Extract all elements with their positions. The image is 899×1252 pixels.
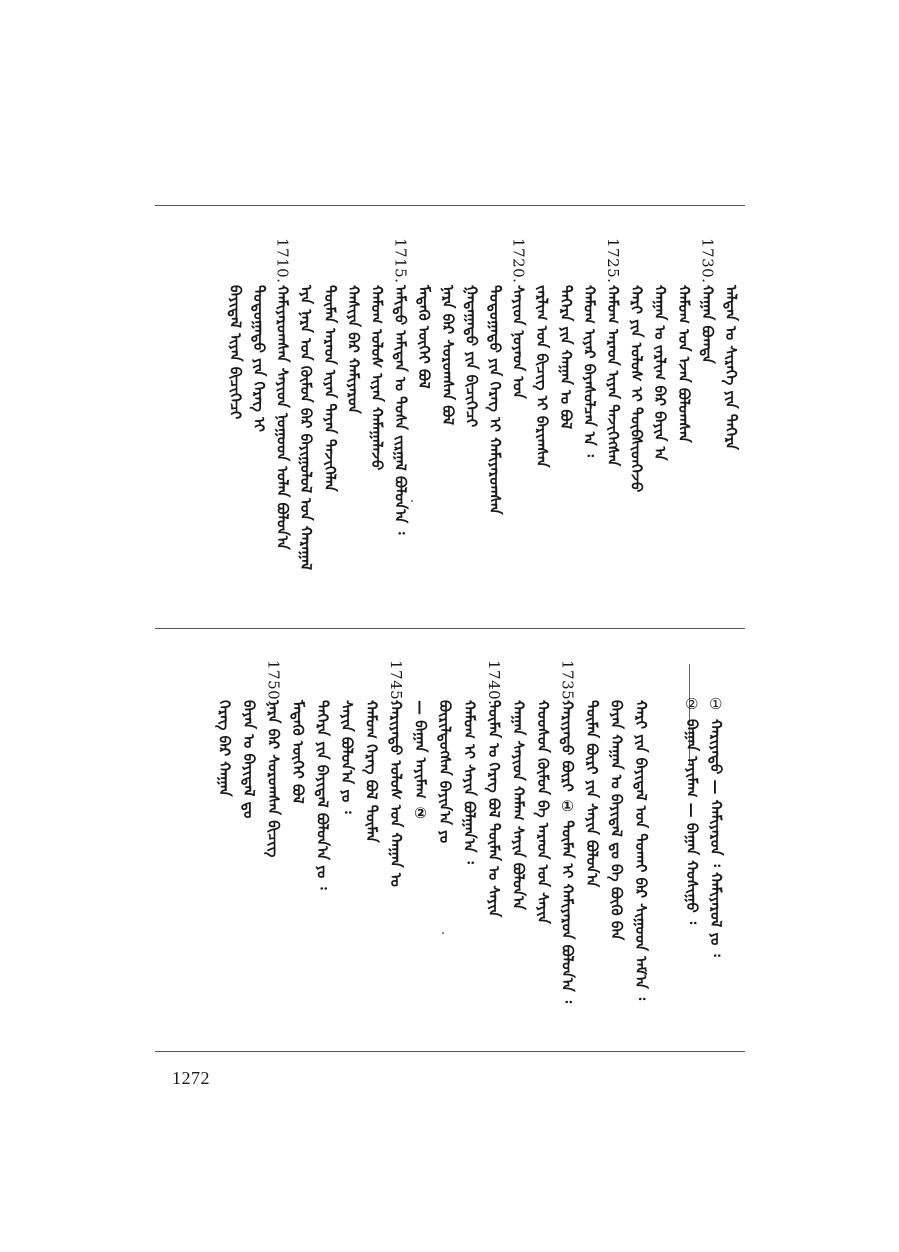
verse-line: ᠬᠠᠷᠢ ᠶᠢᠨ ᠤᠯᠤᠰ ᠢ ᠲᠥᠪᠰᠢᠳᠬᠡᠵᠦ — [627, 285, 646, 493]
bottom-rule — [155, 1051, 745, 1052]
verse-line: ᠬᠠᠭᠠᠨ ᠪᠣᠭᠳᠠ — [698, 285, 717, 364]
verse-line: ᠬᠠᠭᠠᠨ ᠤ ᠵᠠᠷᠯᠢᠭ ᠪᠠᠷ ᠪᠠᠶᠢᠨ ᠠ — [651, 285, 670, 461]
verse-line: ᠪᠠᠶᠠᠨ ᠤ ᠪᠠᠶᠢᠳᠠᠯ ᠳᠤ — [240, 700, 258, 819]
footnote-text: ᠬᠠᠷᠢᠶᠠᠲᠤ — ᠬᠠᠮᠢᠶᠠᠷᠤᠨ ᠄ ᠬᠠᠮᠢᠶᠠᠷᠤᠯ ᠶᠤ ᠄ — [707, 719, 725, 957]
verse-line: ᠬᠡᠷᠡᠭ ᠪᠡᠷ ᠬᠠᠭᠠᠨ — [215, 700, 234, 797]
verse-line: ᠬᠠᠷᠢᠶᠠᠲᠤ ᠤᠯᠤᠰ ᠤᠨ ᠬᠠᠭᠠᠨ ᠤ — [387, 700, 405, 887]
text-column — [310, 660, 336, 890]
page-number: 1272 — [172, 1068, 210, 1088]
text-column — [408, 660, 434, 822]
text-column — [383, 660, 409, 887]
verse-line: ᠡᠶᠡ ᠨᠠᠷᠠ ᠤᠨ ᠬᠦᠮᠦᠨ ᠪᠡᠷ ᠪᠠᠶᠢᠭᠤᠯᠤᠯ ᠤᠨ ᠬᠠᠷᠠᠭᠠᠯ — [297, 285, 316, 571]
text-column — [600, 238, 626, 466]
text-column — [340, 238, 366, 414]
verse-line: ᠬᠠᠮᠤᠭ ᠤᠨ ᠡᠵᠡᠨ ᠪᠣᠯᠤᠭᠰᠠᠨ — [674, 285, 693, 443]
line-number: 1745. — [387, 660, 405, 706]
text-column — [694, 238, 720, 364]
verse-line: — ᠪᠠᠭᠠᠨ ᠠᠶᠢᠮᠠᠭ ② — [411, 700, 430, 822]
verse-line: ᠲᠦᠮᠡᠨ ᠤ ᠬᠡᠷᠡᠭ ᠪᠣᠯ ᠲᠦᠮᠡᠨ ᠤ ᠰᠠᠶᠢᠨ — [485, 700, 503, 918]
text-column — [236, 660, 262, 818]
line-number: 1750. — [264, 660, 283, 706]
line-number: 1710. — [273, 238, 292, 284]
footnote-marker: ① — [709, 695, 723, 713]
verse-line: ᠬᠠᠮᠤᠭ ᠢᠶᠠᠷ ᠪᠠᠶᠠᠰᠤᠯᠴᠠᠨ ᠠ ᠄ — [580, 285, 599, 457]
footnote-text: ᠪᠠᠭᠠᠨ ᠠᠶᠢᠮᠠᠭ — ᠪᠠᠭᠠᠨ ᠬᠣᠰᠢᠭᠤ ᠄ — [683, 719, 701, 925]
verse-line: ᠬᠠᠮᠢᠶᠠᠷᠤᠭᠰᠠᠨ ᠰᠠᠶᠢᠳ ᠨᠤᠭᠤᠳ ᠣᠯᠠᠨ ᠪᠣᠯᠤᠨ᠎ᠠ — [273, 285, 292, 550]
verse-line: ᠨᠠᠷᠠ ᠪᠠᠷ ᠰᠤᠷᠤᠭᠰᠠᠨ ᠪᠣᠯ — [438, 285, 457, 426]
text-column — [364, 238, 390, 470]
text-column — [334, 660, 360, 814]
text-column — [671, 238, 697, 443]
verse-line: ᠲᠦᠮᠡᠨ ᠠᠷᠠᠳ ᠢᠶᠠᠨ ᠳᠠᠶᠠᠨ ᠲᠡᠵᠢᠭᠡᠯᠡᠨ — [320, 285, 339, 492]
text-column — [317, 238, 343, 492]
middle-rule — [155, 628, 745, 629]
text-column — [579, 660, 605, 887]
text-column — [457, 660, 483, 864]
verse-line: ᠪᠠᠶᠢᠳᠠᠯ ᠢᠶᠠᠨ ᠪᠢᠴᠢᠭᠡᠴᠢ — [226, 285, 245, 420]
text-column — [285, 660, 311, 804]
text-column — [481, 660, 507, 917]
verse-line: ᠮᠡᠳᠡᠬᠦ ᠦᠭᠡᠢ ᠪᠣᠯ — [289, 700, 307, 804]
text-column — [718, 238, 744, 450]
verse-line: ᠳᠡᠭᠡᠷᠡ ᠶᠢᠨ ᠪᠠᠶᠢᠳᠠᠯ ᠪᠣᠯᠤᠨ᠎ᠠ ᠶᠤ ᠄ — [313, 700, 332, 890]
text-column — [388, 238, 414, 535]
line-number: 1730. — [698, 238, 717, 284]
verse-line: ᠪᠦᠷᠢᠯᠳᠦᠭᠰᠡᠨ ᠪᠠᠶᠢᠨ᠎ᠠ ᠶᠤ — [436, 700, 454, 844]
line-number: 1720. — [509, 238, 528, 284]
text-column — [576, 238, 602, 457]
verse-line: ᠬᠠᠮᠤᠭ ᠢ ᠰᠠᠶᠢᠨ ᠪᠣᠯᠭᠠᠨ᠎ᠠ ᠄ — [460, 700, 479, 864]
verse-line: ᠪᠠᠶᠠᠨ ᠬᠠᠭᠠᠨ ᠤ ᠪᠠᠶᠢᠳᠠᠯ ᠳᠤ ᠪᠠ ᠪᠦᠬᠦ ᠪᠠᠨ — [607, 700, 626, 941]
text-column — [506, 660, 532, 910]
speck — [411, 500, 413, 502]
line-number: 1740. — [485, 660, 503, 706]
text-column — [624, 238, 650, 492]
text-column — [458, 238, 484, 427]
text-column — [246, 238, 272, 432]
verse-line: ᠳᠡᠭᠡᠷᠡ ᠶᠢᠨ ᠬᠠᠭᠠᠨ ᠤ ᠪᠣᠯ — [556, 285, 575, 430]
verse-line: ᠵᠠᠷᠯᠢᠭ ᠤᠨ ᠪᠢᠴᠢᠭ ᠢ ᠪᠠᠷᠢᠭᠰᠠᠨ — [533, 285, 552, 468]
verse-line: ᠬᠠᠷᠢ ᠶᠢᠨ ᠪᠠᠶᠢᠳᠠᠯ ᠤᠨ ᠲᠣᠬᠠᠢ ᠪᠠᠷ ᠰᠢᠭᠤᠳ ᠠᠮ᠎ᠠ ᠄ — [632, 700, 650, 1001]
text-column — [482, 238, 508, 515]
text-column — [647, 238, 673, 461]
text-column — [359, 660, 385, 843]
verse-line: ᠬᠣᠣᠰᠣᠨ ᠬᠦᠮᠦᠨ ᠪᠠ ᠠᠷᠠᠳ ᠤᠨ ᠰᠠᠶᠢᠨ — [534, 700, 552, 924]
verse-line: ᠬᠠᠰᠢᠶᠠ ᠪᠠᠷ ᠬᠠᠮᠢᠶᠠᠷᠤᠨ — [344, 285, 363, 414]
text-column — [270, 238, 296, 550]
verse-line: ᠳᠣᠲᠣᠭᠠᠳᠤ ᠶᠢᠨ ᠬᠡᠷᠡᠭ ᠢ ᠬᠠᠮᠢᠶᠠᠷᠤᠭᠰᠠᠨ — [486, 285, 504, 515]
verse-line: ᠳᠣᠲᠣᠭᠠᠳᠤ ᠶᠢᠨ ᠬᠡᠷᠡᠭ ᠢ — [250, 285, 268, 433]
verse-line: ᠠᠮᠢᠳᠤ ᠠᠮᠢᠲᠠᠨ ᠤ ᠲᠤᠰᠠ ᠵᠢᠷᠭᠠᠯ ᠪᠣᠯᠤᠨ᠎ᠠ ᠄ — [391, 285, 410, 535]
text-column — [435, 238, 461, 425]
verse-line: ᠮᠡᠳᠡᠬᠦ ᠦᠭᠡᠢ ᠪᠣᠯ — [415, 285, 434, 389]
speck — [442, 932, 444, 934]
text-column — [222, 238, 248, 419]
footnote-marker: ② — [685, 695, 699, 713]
verse-line: ᠬᠠᠮᠤᠭ ᠤᠯᠤᠰ ᠢᠶᠠᠨ ᠬᠠᠮᠠᠭᠠᠯᠠᠵᠤ — [368, 285, 386, 471]
text-column — [293, 238, 319, 570]
verse-line: ᠬᠠᠭᠠᠨ ᠰᠠᠶᠢᠳ ᠬᠠᠮᠠᠭ ᠰᠠᠶᠢᠨ ᠪᠣᠯᠤᠨ᠎ᠠ — [509, 700, 528, 910]
text-column — [628, 660, 654, 1000]
verse-line: ᠰᠠᠶᠢᠳ ᠨᠣᠶᠠᠳ ᠤᠨ — [509, 285, 528, 399]
text-column — [411, 238, 437, 389]
text-column — [529, 238, 555, 468]
line-number: 1725. — [604, 238, 622, 284]
verse-line: ᠬᠠᠷᠢᠶᠠᠲᠤ ᠪᠦᠷᠢ ① ᠲᠦᠮᠡᠨ ᠢ ᠬᠠᠮᠢᠶᠠᠷᠤᠨ ᠪᠣᠯᠤᠨ᠎ᠠ ᠄ — [558, 700, 577, 1004]
verse-line: ᠬᠠᠮᠤᠭ ᠠᠷᠠᠳ ᠢᠶᠠᠨ ᠲᠡᠵᠢᠭᠡᠭᠰᠡᠨ — [604, 285, 622, 467]
verse-line: ᠬᠠᠮᠤᠭ ᠬᠡᠷᠡᠭ ᠪᠣᠯ ᠲᠦᠮᠡᠨ — [362, 700, 381, 843]
text-column — [553, 238, 579, 429]
line-number: 1735. — [558, 660, 577, 706]
text-column — [555, 660, 581, 1003]
text-column — [261, 660, 287, 857]
footnote — [679, 695, 705, 924]
verse-line: ᠭᠠᠳᠠᠭᠠᠳᠤ ᠶᠢᠨ ᠪᠢᠴᠢᠭᠡᠴᠢ — [462, 285, 481, 428]
footnote — [703, 695, 729, 957]
verse-line: ᠲᠦᠮᠡᠨ ᠪᠦᠷᠢ ᠶᠢᠨ ᠰᠠᠶᠢᠨ ᠪᠣᠯᠤᠨ᠎ᠠ — [583, 700, 601, 888]
line-number: 1715. — [391, 238, 410, 284]
text-column — [506, 238, 532, 399]
verse-line: ᠰᠠᠶᠢᠨ ᠪᠣᠯᠤᠨ᠎ᠠ ᠶᠤ ᠄ — [338, 700, 356, 814]
text-column — [604, 660, 630, 940]
text-column — [530, 660, 556, 924]
text-column — [212, 660, 238, 797]
verse-line: ᠠᠯᠲᠠᠨ ᠤ ᠰᠢᠷᠡᠭᠡ ᠶᠢᠨ ᠳᠡᠭᠡᠷᠡ — [722, 285, 740, 450]
top-rule — [155, 205, 745, 206]
verse-line: ᠨᠠᠷᠠ ᠪᠠᠷ ᠰᠤᠷᠤᠭᠰᠠᠨ ᠪᠢᠴᠢᠭ — [264, 700, 283, 858]
text-column — [432, 660, 458, 843]
